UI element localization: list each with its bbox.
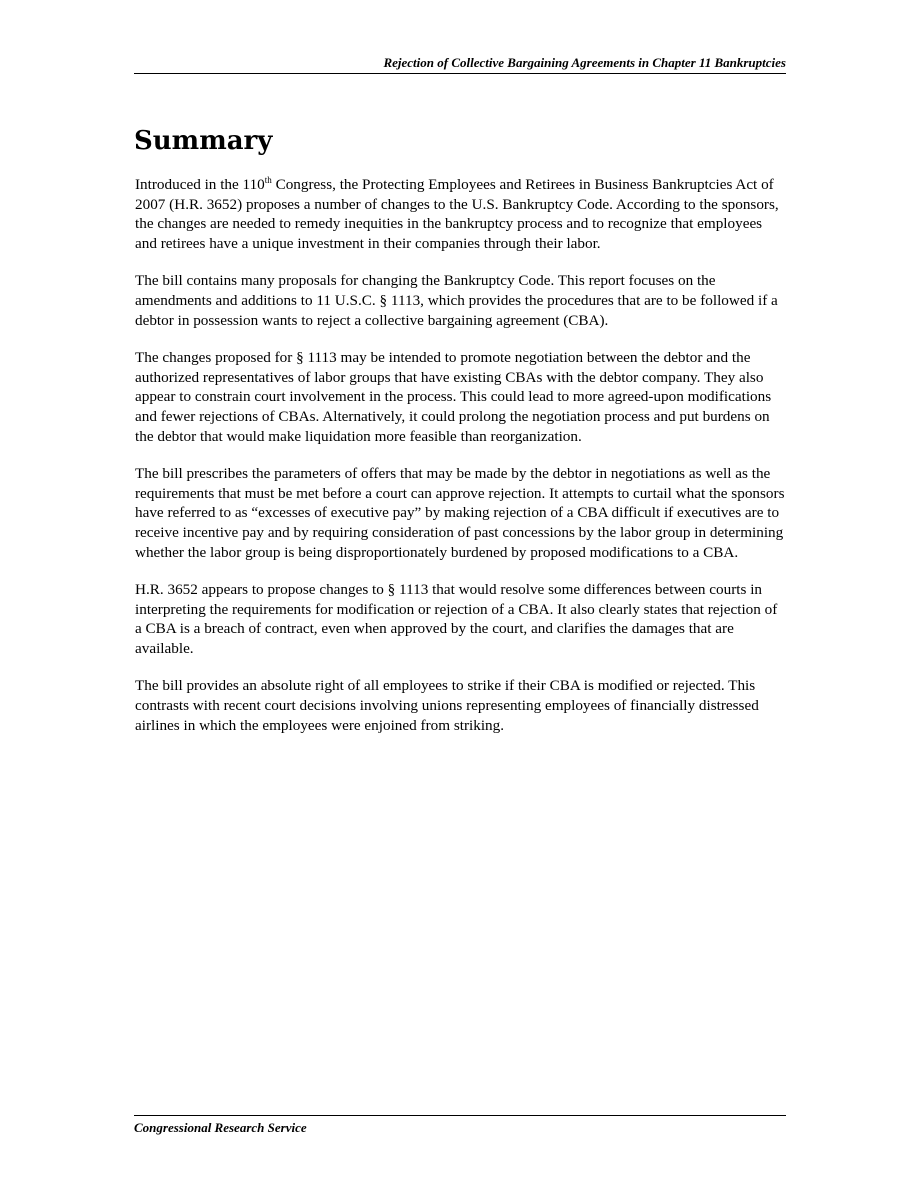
paragraph-5: H.R. 3652 appears to propose changes to § 1113 that would resolve some differences between courts in interpreting the requirements for modification or rejection of a CBA. It also clearly states that rejection of a CBA is a breach of contract, even when approved by the court, and clarifies the damages that are available. xyxy=(135,581,778,657)
header-rule xyxy=(134,73,786,74)
paragraph-6: The bill provides an absolute right of all employees to strike if their CBA is modified or rejected. This contrasts with recent court decisions involving unions representing employees of financially distressed airlines in which the employees were enjoined from striking. xyxy=(135,677,759,734)
paragraph-2: The bill contains many proposals for changing the Bankruptcy Code. This report focuses on the amendments and additions to 11 U.S.C. § 1113, which provides the procedures that are to be followed if a debtor in possession wants to reject a collective bargaining agreement (CBA). xyxy=(135,272,778,329)
running-header: Rejection of Collective Bargaining Agreements in Chapter 11 Bankruptcies xyxy=(383,55,786,70)
paragraph-4: The bill prescribes the parameters of offers that may be made by the debtor in negotiations as well as the requirements that must be met before a court can approve rejection. It attempts to curtail what the sponsors have referred to as “excesses of executive pay” by making rejection of a CBA difficult if executives are to receive incentive pay and by requiring consideration of past concessions by the labor group in determining whether the labor group is being disproportionately burdened by proposed modifications to a CBA. xyxy=(135,465,785,561)
paragraph-1-lead: Introduced in the 110 xyxy=(135,176,265,193)
ordinal-superscript: th xyxy=(264,174,272,185)
body-text xyxy=(135,175,787,753)
paragraph-1 xyxy=(135,175,787,253)
section-title: Summary xyxy=(134,126,273,156)
paragraph-3: The changes proposed for § 1113 may be intended to promote negotiation between the debtor and the authorized representatives of labor groups that have existing CBAs with the debtor company. They also appear to constrain court involvement in the process. This could lead to more agreed-upon modifications and fewer rejections of CBAs. Alternatively, it could prolong the negotiation process and put burdens on the debtor that would make liquidation more feasible than reorganization. xyxy=(135,349,772,445)
running-footer: Congressional Research Service xyxy=(134,1120,307,1135)
paragraph-1-rest: Congress, the Protecting Employees and Retirees in Business Bankruptcies Act of 2007 (H.R. 3652) proposes a number of changes to the U.S. Bankruptcy Code. According to the sponsors, the changes are needed to remedy inequities in the bankruptcy process and to recognize that employees and retirees have a unique investment in their companies through their labor. xyxy=(135,176,779,252)
footer-rule xyxy=(134,1115,786,1116)
